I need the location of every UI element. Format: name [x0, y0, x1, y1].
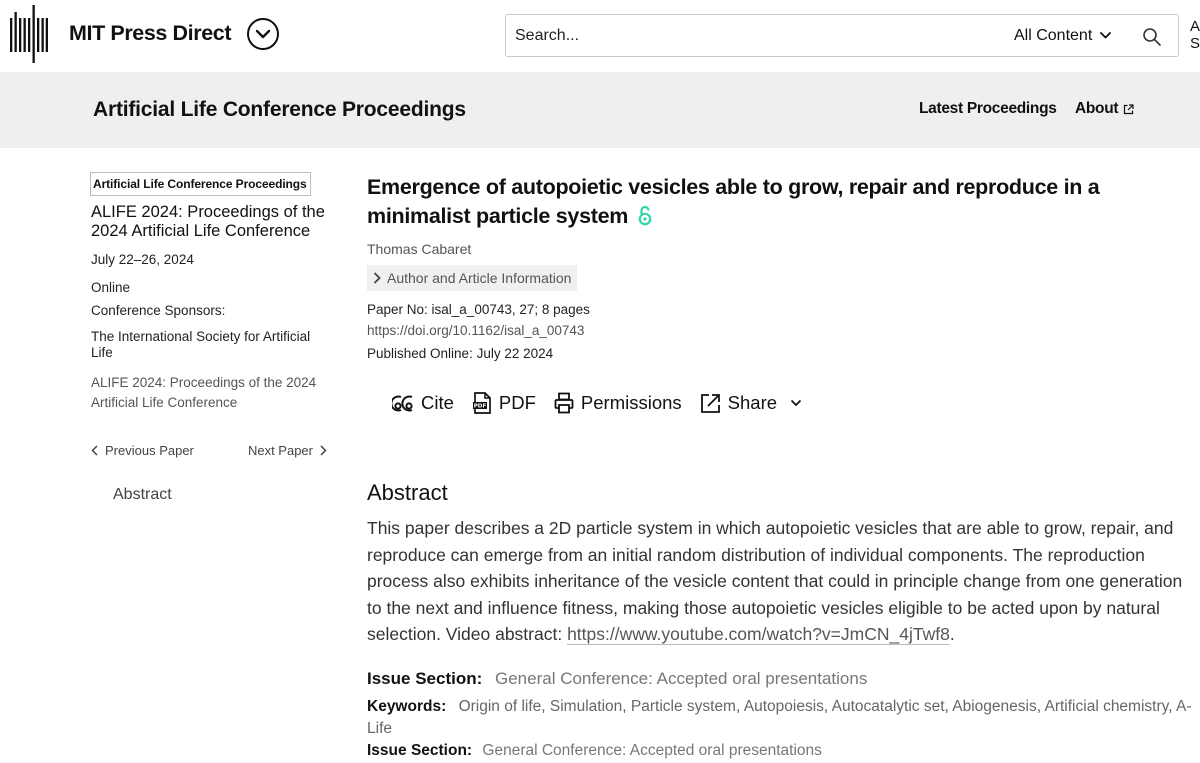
next-paper-link[interactable]: [248, 443, 327, 458]
sponsor-name: The International Society for Artificial Life: [91, 329, 311, 360]
account-link-line-1: A: [1190, 18, 1200, 35]
keywords: Keywords: Origin of life, Simulation, Particle system, Autopoiesis, Autocatalytic set, Abiogenesis, Artificial chemistry, A-Life: [367, 698, 1192, 737]
search-bar: [505, 14, 1179, 57]
next-paper-label: Next Paper: [247, 443, 313, 458]
account-link-truncated[interactable]: [1190, 18, 1200, 52]
keyword-link[interactable]: Autocatalytic set: [831, 698, 945, 715]
chevron-down-icon: [1100, 32, 1111, 39]
abstract-heading: Abstract: [367, 480, 448, 505]
journal-banner: [0, 72, 1200, 148]
external-link-icon: [1123, 104, 1134, 115]
toc-abstract-link[interactable]: Abstract: [113, 486, 172, 503]
cite-button[interactable]: [392, 392, 454, 414]
printer-icon: [554, 392, 574, 414]
issue-section-label-2: Issue Section:: [367, 742, 473, 759]
permissions-label: Permissions: [580, 392, 682, 413]
conference-location: Online: [91, 280, 131, 295]
permissions-button[interactable]: [554, 392, 682, 414]
published-date: Published Online: July 22 2024: [367, 346, 554, 361]
quote-icon: [392, 395, 414, 412]
issue-section: [367, 669, 867, 689]
keyword-link[interactable]: A-Life: [367, 698, 1192, 737]
keyword-link[interactable]: Particle system: [630, 698, 736, 715]
svg-text:PDF: PDF: [473, 403, 487, 410]
video-abstract-link[interactable]: https://www.youtube.com/watch?v=JmCN_4jTwf8: [567, 624, 950, 644]
author-link[interactable]: Thomas Cabaret: [367, 241, 472, 257]
site-header: [0, 0, 1200, 72]
search-input[interactable]: [506, 15, 995, 56]
pdf-label: PDF: [498, 392, 536, 413]
share-label: Share: [727, 392, 778, 413]
cite-label: Cite: [421, 392, 454, 413]
article-toolbar: [392, 392, 802, 414]
about-label: About: [1075, 100, 1119, 117]
issue-section-link-2[interactable]: General Conference: Accepted oral presentations: [482, 742, 822, 759]
open-access-icon: [638, 205, 652, 226]
pdf-file-icon: [472, 392, 492, 414]
chevron-right-icon: [320, 445, 327, 456]
doi-link[interactable]: https://doi.org/10.1162/isal_a_00743: [367, 323, 585, 338]
search-scope-select[interactable]: [1014, 15, 1111, 56]
issue-section-label: Issue Section:: [367, 669, 483, 688]
issue-section-secondary: [367, 742, 822, 760]
chevron-down-icon: [790, 399, 802, 407]
keyword-link[interactable]: Autopoiesis: [743, 698, 824, 715]
issue-info-sidebar: [91, 172, 331, 413]
pdf-button[interactable]: [472, 392, 536, 414]
proceedings-link[interactable]: ALIFE 2024: Proceedings of the 2024 Artificial Life Conference: [91, 375, 317, 410]
paper-number: Paper No: isal_a_00743, 27; 8 pages: [367, 302, 590, 317]
account-link-line-2: S: [1190, 35, 1200, 52]
latest-proceedings-link[interactable]: Latest Proceedings: [919, 100, 1057, 117]
sponsors-label: Conference Sponsors:: [91, 303, 226, 318]
chevron-left-icon: [91, 445, 98, 456]
keyword-link[interactable]: Origin of life: [458, 698, 542, 715]
conference-title-link[interactable]: ALIFE 2024: Proceedings of the 2024 Artificial Life Conference: [91, 203, 325, 240]
search-icon[interactable]: [1142, 27, 1162, 47]
search-scope-label: All Content: [1014, 26, 1093, 44]
publication-badge: Artificial Life Conference Proceedings: [90, 172, 311, 196]
keyword-link[interactable]: Artificial chemistry: [1044, 698, 1169, 715]
chevron-down-icon: [255, 29, 271, 39]
share-button[interactable]: [700, 392, 802, 414]
issue-section-link[interactable]: General Conference: Accepted oral presentations: [495, 669, 868, 688]
keywords-label: Keywords:: [367, 698, 447, 715]
journal-title-link[interactable]: Artificial Life Conference Proceedings: [93, 98, 466, 121]
share-icon: [700, 393, 721, 414]
mit-press-logo-icon[interactable]: [10, 5, 48, 63]
abstract-end: .: [949, 624, 955, 644]
chevron-right-icon: [373, 272, 381, 284]
article-title-text: Emergence of autopoietic vesicles able to grow, repair and reproduce in a minimalist particle system: [367, 175, 1100, 228]
site-logo-text[interactable]: MIT Press Direct: [69, 21, 232, 45]
conference-dates: July 22–26, 2024: [91, 252, 194, 267]
about-link[interactable]: [1075, 100, 1134, 118]
previous-paper-label: Previous Paper: [105, 443, 194, 458]
keyword-link[interactable]: Abiogenesis: [952, 698, 1037, 715]
abstract-body: [367, 515, 1193, 648]
keyword-link[interactable]: Simulation: [549, 698, 623, 715]
abstract-text: This paper describes a 2D particle system in which autopoietic vesicles that are able to grow, repair, and reproduce can emerge from an initial random distribution of individual components. The reproduction process also exhibits inheritance of the vesicle content that could in principle change from one generation to the next and influence fitness, making those autopoietic vesicles eligible to be acted upon by natural selection. Video abstract:: [367, 518, 1183, 644]
site-menu-toggle-button[interactable]: [247, 18, 279, 50]
author-info-label: Author and Article Information: [387, 270, 572, 286]
article-title: [367, 173, 1127, 231]
author-info-toggle[interactable]: [367, 265, 577, 291]
previous-paper-link[interactable]: [91, 443, 194, 458]
